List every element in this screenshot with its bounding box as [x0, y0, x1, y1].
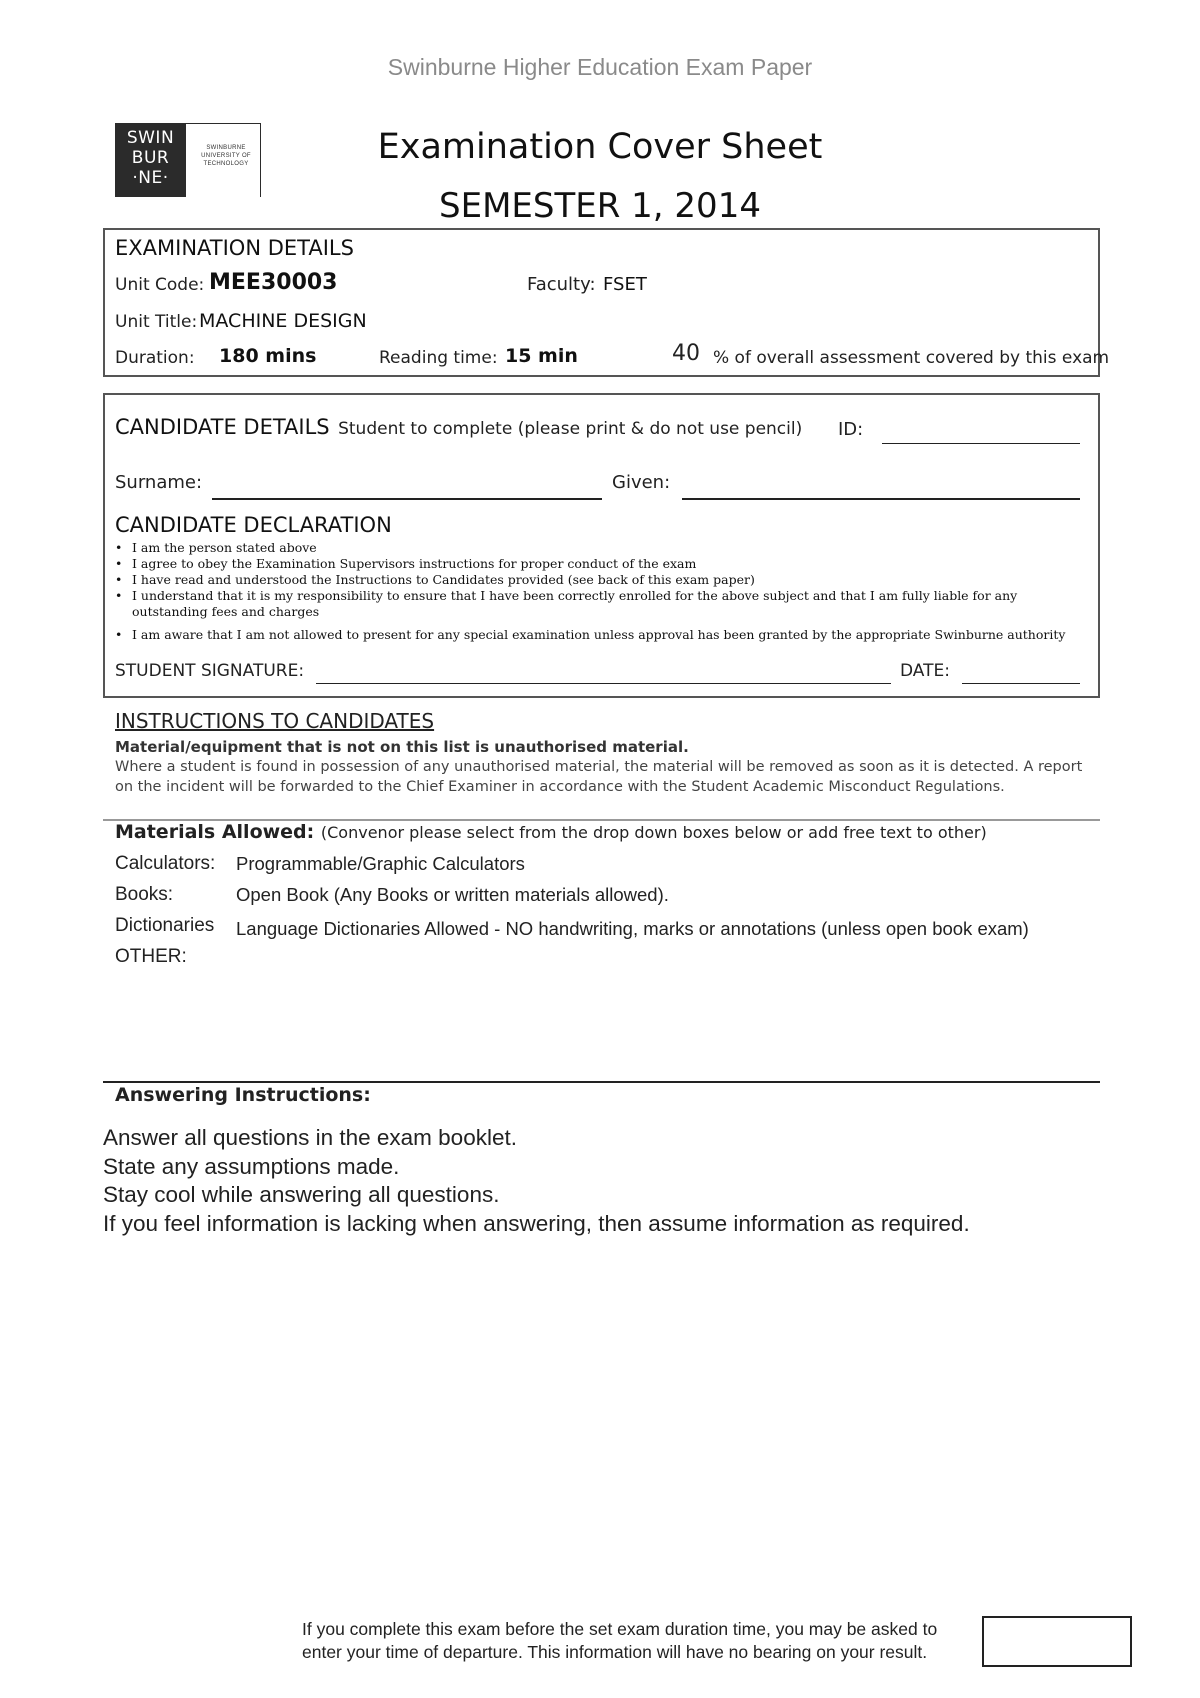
- surname-field[interactable]: [212, 498, 602, 500]
- departure-time-box[interactable]: [982, 1616, 1132, 1667]
- swinburne-logo: [115, 123, 261, 197]
- departure-note: [302, 1618, 982, 1664]
- duration-value: 180 mins: [219, 345, 317, 367]
- answering-line: Answer all questions in the exam booklet.: [103, 1125, 517, 1150]
- unit-title-label: Unit Title:: [115, 312, 198, 332]
- declaration-list: [115, 540, 1095, 643]
- semester-title: SEMESTER 1, 2014: [439, 186, 761, 226]
- signature-field[interactable]: [316, 683, 891, 684]
- declaration-item: • I am the person stated above: [115, 540, 1095, 556]
- answering-line: Stay cool while answering all questions.: [103, 1182, 500, 1207]
- logo-mark: [115, 123, 186, 197]
- date-label: DATE:: [900, 661, 950, 681]
- document-title: Examination Cover Sheet: [377, 127, 823, 167]
- date-field[interactable]: [962, 683, 1080, 684]
- logo-subtitle-line: TECHNOLOGY: [203, 161, 249, 167]
- materials-heading-row: [115, 821, 987, 843]
- logo-subtitle-line: SWINBURNE: [206, 145, 246, 151]
- answering-line: State any assumptions made.: [103, 1153, 400, 1179]
- materials-heading: Materials Allowed:: [115, 821, 315, 843]
- reading-time-label: Reading time:: [379, 348, 498, 368]
- material-label-calculators: Calculators:: [115, 853, 216, 874]
- declaration-item: • I am aware that I am not allowed to present for any special examination unless approval has been granted by the appropriate Swinburne authority: [115, 627, 1095, 643]
- material-label-books: Books:: [115, 884, 174, 905]
- declaration-item: • I agree to obey the Examination Supervisors instructions for proper conduct of the exam: [115, 556, 1095, 572]
- instructions-heading: INSTRUCTIONS TO CANDIDATES: [115, 709, 435, 733]
- given-name-field[interactable]: [682, 498, 1080, 500]
- material-label-dictionaries: Dictionaries: [115, 915, 215, 936]
- declaration-item: • I have read and understood the Instructions to Candidates provided (see back of this exam paper): [115, 572, 1095, 588]
- departure-note-line: enter your time of departure. This information will have no bearing on your result.: [302, 1642, 928, 1662]
- assessment-percent: 40: [672, 341, 700, 366]
- material-value-dictionaries[interactable]: Language Dictionaries Allowed - NO handwriting, marks or annotations (unless open book exam): [236, 918, 1029, 939]
- answering-line: If you feel information is lacking when answering, then assume information as required.: [103, 1210, 970, 1236]
- unit-title-value: MACHINE DESIGN: [199, 310, 367, 332]
- declaration-heading: CANDIDATE DECLARATION: [115, 513, 392, 537]
- unit-code-label: Unit Code:: [115, 275, 205, 295]
- faculty-value: FSET: [603, 274, 647, 295]
- answering-instructions: [103, 1124, 970, 1238]
- logo-subtitle-line: UNIVERSITY OF: [201, 153, 251, 159]
- departure-note-line: If you complete this exam before the set exam duration time, you may be asked to: [302, 1619, 938, 1639]
- logo-mark-line: SWIN: [126, 128, 175, 148]
- given-label: Given:: [612, 472, 671, 493]
- page-header: Swinburne Higher Education Exam Paper: [387, 54, 813, 80]
- candidate-details-note: Student to complete (please print & do not use pencil): [338, 419, 803, 439]
- duration-label: Duration:: [115, 348, 195, 368]
- logo-subtitle: [195, 144, 257, 168]
- instructions-text: Where a student is found in possession of any unauthorised material, the material will be removed as soon as it is detected. A report on the incident will be forwarded to the Chief Examiner in accordance with the Student Academic Misconduct Regulations.: [115, 759, 1083, 795]
- id-label: ID:: [838, 419, 864, 440]
- candidate-details-heading-row: [115, 415, 802, 439]
- logo-mark-line: ·NE·: [132, 168, 169, 188]
- material-value-books[interactable]: Open Book (Any Books or written materials allowed).: [236, 884, 669, 905]
- material-label-other: OTHER:: [115, 946, 187, 967]
- materials-note: (Convenor please select from the drop down boxes below or add free text to other): [320, 823, 987, 842]
- reading-time-value: 15 min: [505, 345, 578, 367]
- instructions-bold-line: Material/equipment that is not on this list is unauthorised material.: [115, 738, 689, 756]
- assessment-percent-label: % of overall assessment covered by this exam: [713, 348, 1110, 368]
- signature-label: STUDENT SIGNATURE:: [115, 661, 305, 681]
- faculty-label: Faculty:: [527, 274, 596, 295]
- answering-heading: Answering Instructions:: [115, 1084, 371, 1106]
- id-field[interactable]: [882, 443, 1080, 444]
- surname-label: Surname:: [115, 472, 203, 493]
- declaration-item: • I understand that it is my responsibility to ensure that I have been correctly enrolled for the above subject and that I am fully liable for any outstanding fees and charges: [115, 588, 1095, 620]
- exam-details-heading: EXAMINATION DETAILS: [115, 236, 354, 260]
- candidate-details-heading: CANDIDATE DETAILS: [115, 415, 330, 439]
- logo-mark-line: BUR: [131, 148, 170, 168]
- answering-divider: [103, 1081, 1100, 1083]
- unit-code-value: MEE30003: [209, 270, 338, 295]
- material-value-calculators[interactable]: Programmable/Graphic Calculators: [236, 853, 525, 874]
